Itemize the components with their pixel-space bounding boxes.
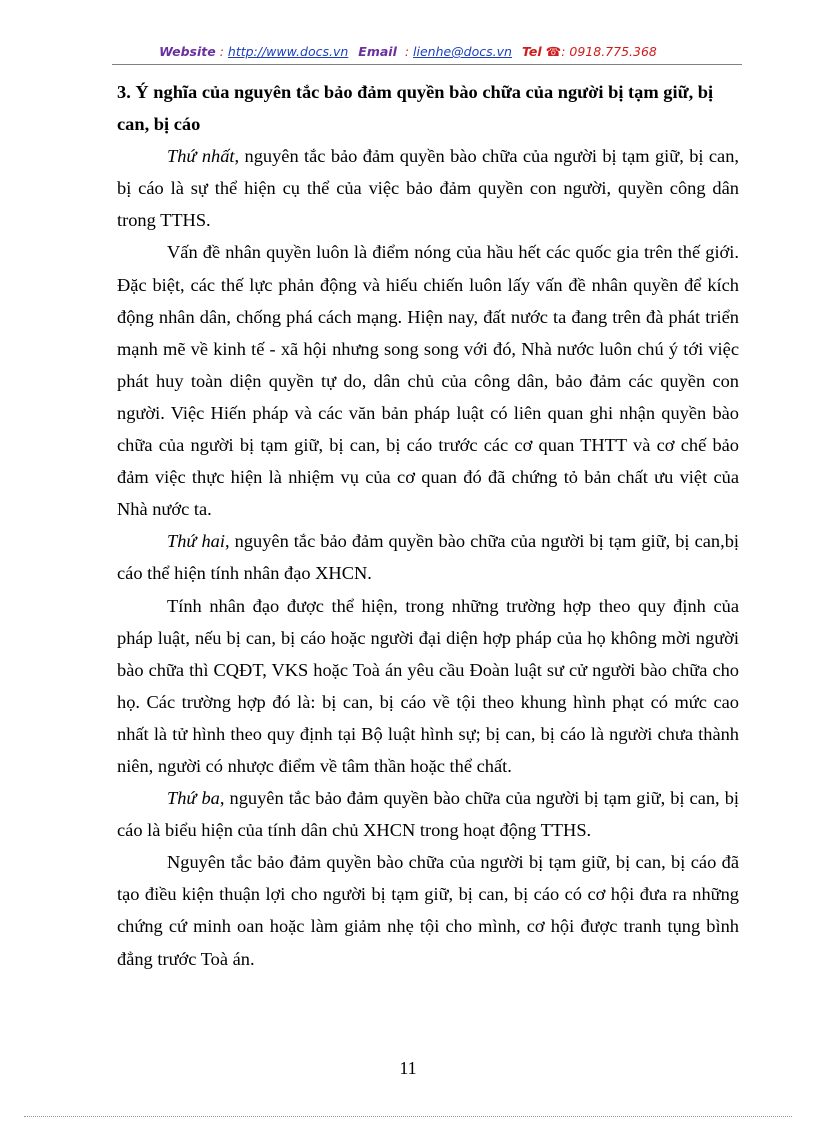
paragraph-3 [117,525,739,589]
phone-icon: ☎ [545,44,562,59]
paragraph-2: Vấn đề nhân quyền luôn là điểm nóng của hầu hết các quốc gia trên thế giới. Đặc biệt, các thế lực phản động và hiếu chiến luôn lấy vấn đề nhân quyền để kích động nhân dân, chống phá cách mạng. Hiện nay, đất nước ta đang trên đà phát triển mạnh mẽ về kinh tế - xã hội nhưng song song với đó, Nhà nước luôn chú ý tới việc phát huy toàn diện quyền tự do, dân chủ của công dân, bảo đảm các quyền con người. Việc Hiến pháp và các văn bản pháp luật có liên quan ghi nhận quyền bào chữa của người bị tạm giữ, bị can, bị cáo trước các cơ quan THTT và cơ chế bảo đảm việc thực hiện là nhiệm vụ của cơ quan đó đã chứng tỏ bản chất ưu việt của Nhà nước ta. [117,242,739,520]
page-bottom-border [24,1116,792,1117]
page-header: Website : http://www.docs.vn Email : lienhe@docs.vn Tel ☎: 0918.775.368 [159,44,657,59]
website-label: Website [159,44,216,59]
page-number: 11 [399,1058,417,1078]
paragraph-1-lead: Thứ nhất [167,146,235,167]
tel-value: : 0918.775.368 [561,44,657,59]
website-link[interactable]: http://www.docs.vn [227,44,349,59]
email-label: Email [358,44,397,59]
paragraph-5-text: , nguyên tắc bảo đảm quyền bào chữa của người bị tạm giữ, bị can, bị cáo là biểu hiện của tính dân chủ XHCN trong hoạt động TTHS. [117,788,739,841]
header-divider [112,64,742,65]
section-heading: 3. Ý nghĩa của nguyên tắc bảo đảm quyền bào chữa của người bị tạm giữ, bị can, bị cáo [117,82,714,135]
paragraph-3-text: , nguyên tắc bảo đảm quyền bào chữa của người bị tạm giữ, bị can,bị cáo thể hiện tính nhân đạo XHCN. [117,531,740,584]
paragraph-6: Nguyên tắc bảo đảm quyền bào chữa của người bị tạm giữ, bị can, bị cáo đã tạo điều kiện thuận lợi cho người bị tạm giữ, bị can, bị cáo có cơ hội đưa ra những chứng cứ minh oan hoặc làm giảm nhẹ tội cho mình, cơ hội được tranh tụng bình đẳng trước Toà án. [117,852,739,969]
paragraph-1-text: , nguyên tắc bảo đảm quyền bào chữa của người bị tạm giữ, bị can, bị cáo là sự thể hiện cụ thể của việc bảo đảm quyền con người, quyền công dân trong TTHS. [117,146,739,231]
paragraph-5 [117,782,739,846]
email-link[interactable]: lienhe@docs.vn [413,44,512,59]
document-body [117,76,739,975]
paragraph-3-lead: Thứ hai [167,531,225,552]
tel-label: Tel [521,44,542,59]
paragraph-5-lead: Thứ ba [167,788,220,809]
paragraph-4: Tính nhân đạo được thể hiện, trong những trường hợp theo quy định của pháp luật, nếu bị can, bị cáo hoặc người đại diện hợp pháp của họ không mời người bào chữa thì CQĐT, VKS hoặc Toà án yêu cầu Đoàn luật sư cử người bào chữa cho họ. Các trường hợp đó là: bị can, bị cáo về tội theo khung hình phạt có mức cao nhất là tử hình theo quy định tại Bộ luật hình sự; bị can, bị cáo là người chưa thành niên, người có nhược điểm về tâm thần hoặc thể chất. [117,595,739,776]
paragraph-1 [117,140,739,236]
